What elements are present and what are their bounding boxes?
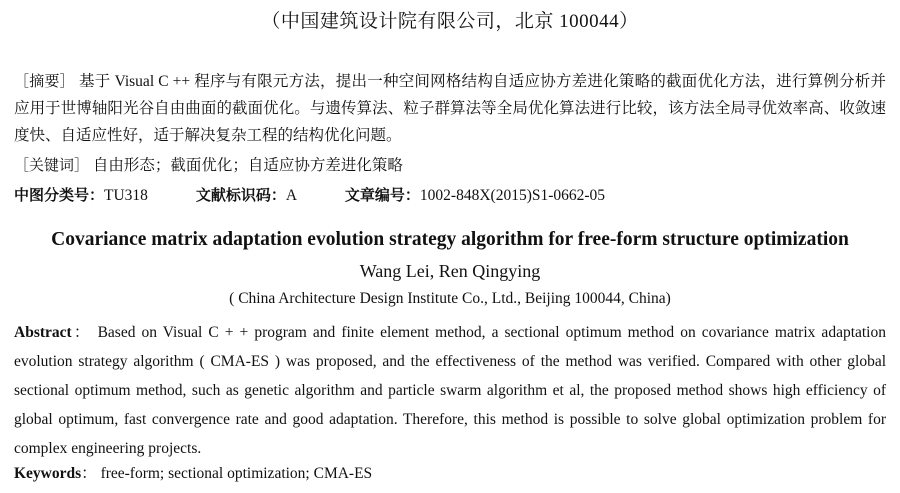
english-abstract-text: Based on Visual C + + program and finite element method, a sectional optimum method on covariance matrix adaptation evolution strategy algorithm ( CMA-ES ) was proposed, and the effectiveness of the method was verified. Compared with other global sectional optimum method, such as genetic algorithm and particle swarm algorithm et al, the proposed method shows high efficiency of global optimum, fast convergence rate and good adaptation. Therefore, this method is possible to solve global optimization problem for complex engineering projects. [14,324,886,457]
chinese-keywords-label: ［关键词］ [14,156,90,174]
english-abstract-separator: ： [71,324,92,341]
chinese-abstract [14,68,886,149]
clc-value: TU318 [104,187,148,204]
article-number-label: 文章编号： [344,186,420,204]
classification-line [14,182,605,209]
chinese-affiliation: （中国建筑设计院有限公司，北京 100044） [261,11,639,32]
english-keywords [14,460,886,487]
document-code [196,182,297,209]
english-affiliation: ( China Architecture Design Institute Co., Ltd., Beijing 100044, China) [229,290,671,307]
document-code-label: 文献标识码： [195,186,286,204]
english-authors: Wang Lei, Ren Qingying [359,261,541,281]
chinese-keywords-text: 自由形态；截面优化；自适应协方差进化策略 [92,157,403,174]
document-code-value: A [285,187,298,204]
chinese-abstract-label: ［摘要］ [14,72,75,90]
english-keywords-separator: ： [81,465,97,482]
english-title: Covariance matrix adaptation evolution strategy algorithm for free-form structure optimization [51,229,849,250]
english-keywords-text: free-form; sectional optimization; CMA-ES [100,465,373,482]
english-keywords-label: Keywords [14,465,82,482]
english-abstract-label: Abstract [14,324,72,341]
chinese-keywords [14,152,886,179]
chinese-abstract-text: 基于 Visual C ++ 程序与有限元方法，提出一种空间网格结构自适应协方差进化策略的截面优化方法，进行算例分析并应用于世博轴阳光谷自由曲面的截面优化。与遗传算法、粒子群算法等全局优化算法进行比较，该方法全局寻优效率高、收敛速度快、自适应性好，适于解决复杂工程的结构优化问题。 [14,73,886,144]
clc-number [14,182,148,209]
article-number [345,182,605,209]
article-number-value: 1002-848X(2015)S1-0662-05 [419,187,606,204]
english-abstract [14,318,886,463]
clc-label: 中图分类号： [14,186,105,204]
